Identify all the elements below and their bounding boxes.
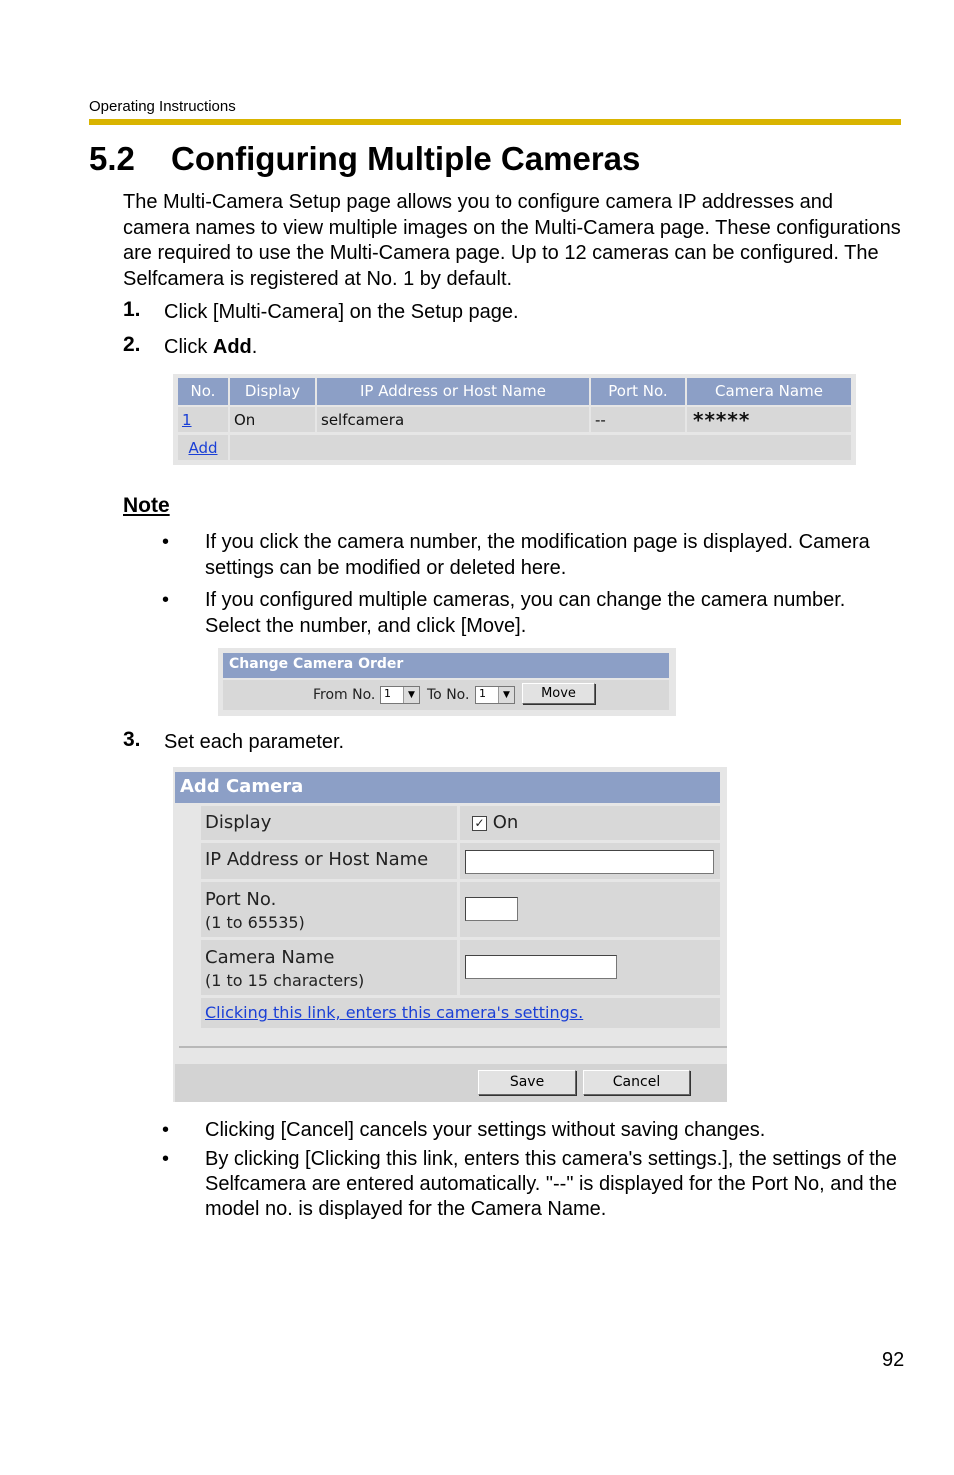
header-rule <box>89 119 901 125</box>
running-header: Operating Instructions <box>89 98 236 115</box>
row-display-cell: On <box>230 407 315 432</box>
port-value-cell <box>460 882 720 937</box>
save-button[interactable]: Save <box>478 1070 576 1095</box>
page-number: 92 <box>882 1349 905 1371</box>
change-order-title: Change Camera Order <box>223 653 669 678</box>
to-select-value: 1 <box>479 687 486 700</box>
step-text: Set each parameter. <box>164 731 345 753</box>
step-text-prefix: Click <box>164 336 213 358</box>
step-number: 3. <box>123 728 141 751</box>
form-button-bar <box>175 1064 727 1102</box>
camera-list-table <box>173 374 856 465</box>
form-divider <box>179 1046 727 1048</box>
change-order-row <box>223 680 669 710</box>
display-label: Display <box>201 806 457 840</box>
chevron-down-icon: ▼ <box>498 687 514 703</box>
col-header-ip: IP Address or Host Name <box>317 378 589 405</box>
intro-paragraph: The Multi-Camera Setup page allows you to configure camera IP addresses and camera names to view multiple images on the Multi-Camera page. These configurations are required to use the Multi-Camera page. Up to 12 cameras can be configured. The Selfcamera is registered at No. 1 by default. <box>123 191 901 290</box>
from-select[interactable] <box>380 686 420 704</box>
bullet-text: If you configured multiple cameras, you can change the camera number. Select the number, and click [Move]. <box>205 589 846 637</box>
camera-name-value-cell <box>460 940 720 995</box>
change-camera-order-panel <box>218 648 676 716</box>
info-bullet <box>162 1147 902 1225</box>
ip-address-input[interactable] <box>465 850 714 874</box>
port-label-cell <box>201 882 457 937</box>
camera-name-input[interactable] <box>465 955 617 979</box>
add-camera-form <box>173 767 727 1102</box>
section-number: 5.2 <box>89 140 135 177</box>
add-link[interactable]: Add <box>188 439 218 457</box>
from-select-value: 1 <box>384 687 391 700</box>
step-number: 2. <box>123 333 141 356</box>
from-label: From No. <box>313 687 376 703</box>
bullet-dot: • <box>162 1119 170 1141</box>
col-header-camera-name: Camera Name <box>687 378 851 405</box>
to-label: To No. <box>427 687 470 703</box>
col-header-display: Display <box>230 378 315 405</box>
note-bullet <box>162 587 902 639</box>
display-checkbox-label: On <box>492 812 519 833</box>
camera-name-label: Camera Name <box>205 947 335 968</box>
display-value-cell <box>460 806 720 840</box>
bullet-dot: • <box>162 589 170 611</box>
ip-value-cell <box>460 843 720 879</box>
to-select[interactable] <box>475 686 515 704</box>
section-title <box>89 140 640 178</box>
note-bullet <box>162 529 902 581</box>
step-text-bold: Add <box>212 336 252 358</box>
camera-name-hint: (1 to 15 characters) <box>205 971 365 990</box>
camera-name-label-cell <box>201 940 457 995</box>
port-input[interactable] <box>465 897 518 921</box>
port-hint: (1 to 65535) <box>205 913 305 932</box>
selfcamera-settings-link[interactable]: Clicking this link, enters this camera's settings. <box>205 1003 584 1022</box>
info-bullet <box>162 1117 902 1143</box>
move-button[interactable]: Move <box>522 683 595 704</box>
selfcamera-link-cell <box>201 998 720 1028</box>
bullet-dot: • <box>162 1148 170 1170</box>
add-camera-title: Add Camera <box>175 772 720 803</box>
bullet-text: By clicking [Clicking this link, enters this camera's settings.], the settings of the Selfcamera are entered automatically. "--" is displayed for the Port No, and the model no. is displayed for the Camera Name. <box>205 1148 897 1220</box>
camera-number-link[interactable]: 1 <box>182 411 192 429</box>
step-text: Click [Multi-Camera] on the Setup page. <box>164 301 519 323</box>
bullet-text: If you click the camera number, the modification page is displayed. Camera settings can be modified or deleted here. <box>205 531 870 579</box>
chevron-down-icon: ▼ <box>403 687 419 703</box>
add-cell <box>178 435 228 460</box>
bullet-text: Clicking [Cancel] cancels your settings without saving changes. <box>205 1119 766 1141</box>
row-camera-name-cell: ***** <box>687 407 851 432</box>
ip-label: IP Address or Host Name <box>201 843 457 879</box>
step-text-suffix: . <box>251 336 258 358</box>
section-title-text: Configuring Multiple Cameras <box>171 140 641 177</box>
col-header-no: No. <box>178 378 228 405</box>
display-checkbox[interactable]: ✓ <box>472 816 487 831</box>
bullet-dot: • <box>162 531 170 553</box>
row-port-cell: -- <box>591 407 685 432</box>
cancel-button[interactable]: Cancel <box>583 1070 690 1095</box>
row-ip-cell: selfcamera <box>317 407 589 432</box>
add-row-filler <box>230 435 851 460</box>
row-no-cell <box>178 407 228 432</box>
port-label: Port No. <box>205 889 277 910</box>
step-number: 1. <box>123 298 141 321</box>
step-text <box>164 336 257 359</box>
note-heading: Note <box>123 494 170 517</box>
col-header-port: Port No. <box>591 378 685 405</box>
